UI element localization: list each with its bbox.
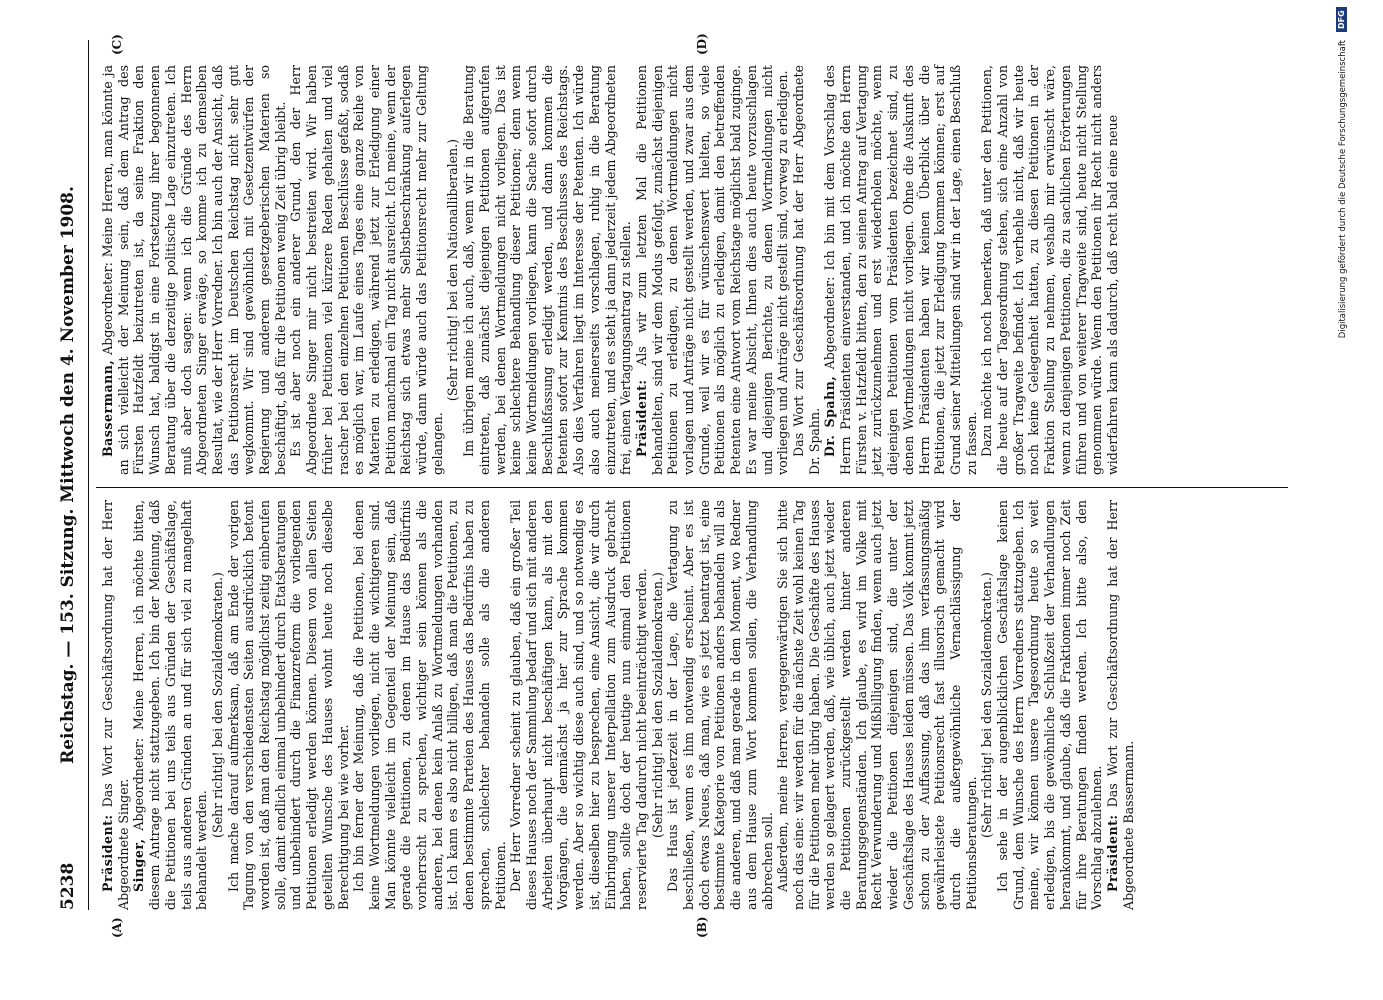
interjection: (Sehr richtig! bei den Nationalliberalen.) [445, 138, 461, 402]
speaker-name: Bassermann, [100, 359, 115, 457]
paragraph: Der Herr Vorredner scheint zu glauben, daß ein großer Teil dieses Hauses noch der Sammlung bedarf und sich mit anderen Arbeiten überhaupt nicht beschäftigen kann, als mit den Vorgängen, die demnächst ja hier zur Sprache kommen werden. Aber so wichtig diese auch sind, und so notwendig es ist, dieselben hier zu besprechen, eine Ansicht, die wir durch Einbringung unserer Interpellation zum Ausdruck gebracht haben, sollte doch der heutige nun einmal den Petitionen reservierte Tag dadurch nicht beeinträchtigt werden. [508, 500, 649, 910]
header-rule [88, 40, 89, 910]
speaker-paragraph [822, 65, 979, 475]
speaker-paragraph [1105, 500, 1136, 910]
interjection: (Sehr richtig! bei den Sozialdemokraten.) [979, 572, 995, 838]
interjection: (Sehr richtig! bei den Sozialdemokraten.) [209, 572, 225, 838]
speaker-paragraph [131, 500, 210, 910]
page-title: Reichstag. — 153. Sitzung. Mittwoch den 4. November 1908. [58, 186, 78, 764]
paragraph: Ich bin ferner der Meinung, daß die Petitionen, bei denen keine Wortmeldungen vorliegen, nicht die wichtigeren sind. Man könnte vielleicht im Gegenteil der Meinung sein, daß gerade die Petitionen, zu denen im Hause das Bedürfnis vorherrscht zu sprechen, wichtiger sein können als die anderen, bei denen kein Anlaß zu Wortmeldungen vorhanden ist. Ich kann es also nicht billigen, daß man die Petitionen, zu denen bestimmte Parteien des Hauses das Bedürfnis haben zu sprechen, schlechter behandeln solle als die anderen Petitionen. [351, 500, 508, 910]
speaker-paragraph [100, 65, 288, 475]
speech-text: Das Wort zur Geschäftsordnung hat der Herr Abgeordnete Bassermann. [1105, 500, 1136, 910]
speaker-paragraph [100, 500, 131, 910]
paragraph: Es ist aber noch ein anderer Grund, den der Herr Abgeordnete Singer mir nicht bestreiten wird. Wir haben früher bei Petitionen viel kürzere Reden gehalten und viel rascher bei den einzelnen Petitionen Beschlüsse gefaßt, sodaß es möglich war, im Laufe eines Tages eine ganze Reihe von Materien zu erledigen, während jetzt zur Erledigung einer Petition manchmal ein Tag nicht ausreicht. Ich meine, wenn der Reichstag sich etwas mehr Selbstbeschränkung auferlegen würde, dann würde auch das Petitionsrecht mehr zur Geltung gelangen. [288, 65, 445, 475]
speaker-name: Dr. Spahn, [822, 375, 838, 457]
dfg-logo: DFG [1336, 7, 1347, 32]
speaker-name: Präsident: [633, 379, 649, 457]
speech-text: Abgeordneter: Meine Herren, man könnte ja an sich vielleicht der Meinung sein, daß dem Antrag des Fürsten Hatzfeldt beizutreten ist, da seine Fraktion den Wunsch hat, baldigst in eine Fortsetzung ihrer begonnenen Beratung über die derzeitige politische Lage einzutreten. Ich muß aber doch sagen: wenn ich die Gründe des Herrn Abgeordneten Singer erwäge, so komme ich zu demselben Resultat, wie der Herr Vorredner. Ich bin auch der Ansicht, daß das Petitionsrecht im Deutschen Reichstag nicht sehr gut wegkommt. Wir sind gewöhnlich mit Gesetzentwürfen der Regierung und anderem gesetzgeberischen Materien so beschäftigt, daß für die Petitionen wenig Zeit übrig bleibt. [100, 65, 288, 475]
margin-mark-d: (D) [695, 33, 709, 55]
page-header [58, 40, 82, 910]
speaker-name: Präsident: [100, 814, 115, 892]
paragraph: Das Haus ist jederzeit in der Lage, die Vertagung zu beschließen, wenn es ihm notwendig erscheint. Aber es ist doch etwas Neues, daß man, wie es jetzt beantragt ist, eine bestimmte Kategorie von Petitionen anders behandeln will als die anderen, und daß man gerade in dem Moment, wo Redner aus dem Hause zum Wort kommen sollen, die Verhandlung abbrechen soll. [665, 500, 775, 910]
paragraph: Dazu möchte ich noch bemerken, daß unter den Petitionen, die heute auf der Tagesordnung stehen, sich eine Anzahl von großer Tragweite befindet. Ich verhehle nicht, daß wir heute noch keine Gelegenheit hatten, zu diesen Petitionen in der Fraktion Stellung zu nehmen, weshalb mir erwünscht wäre, wenn zu denjenigen Petitionen, die zu sachlichen Erörterungen führen und von weiterer Tragweite sind, heute nicht Stellung genommen würde. Wenn den Petitionen ihr Recht nicht anders widerfahren kann als dadurch, daß recht bald eine neue [979, 65, 1120, 475]
right-column [100, 65, 1121, 475]
speaker-name: Präsident: [1105, 814, 1120, 892]
margin-mark-b: (B) [695, 916, 709, 938]
interjection: (Sehr richtig! bei den Sozialdemokraten.) [649, 572, 665, 838]
paragraph: Das Wort zur Geschäftsordnung hat der Herr Abgeordnete Dr. Spahn. [790, 65, 822, 475]
paragraph: Ich mache darauf aufmerksam, daß am Ende der vorigen Tagung von den verschiedensten Seiten ausdrücklich betont worden ist, daß man den Reichstag möglichst zeitig einberufen solle, damit endlich einmal unbehindert durch Etatsberatungen und unbehindert durch die Finanzreform die vorliegenden Petitionen erledigt werden können. Diesem von allen Seiten geteilten Wunsche des Hauses wohnt heute noch dieselbe Berechtigung bei wie vorher. [225, 500, 351, 910]
page-number: 5238 [58, 862, 78, 910]
left-column [100, 500, 1136, 910]
speech-text: Als wir zum letzten Mal die Petitionen behandelten, sind wir dem Modus gefolgt, zunächst diejenigen Petitionen zu erledigen, zu denen Wortmeldungen nicht vorlagen und Anträge nicht gestellt werden, und zwar aus dem Grunde, weil wir es für wünschenswert hielten, so viele Petitionen als möglich zu erledigen, damit den betreffenden Petenten eine Antwort vom Reichstage möglichst bald zuginge. Es war meine Absicht, Ihnen dies auch heute vorzuschlagen und diejenigen Berichte, zu denen Wortmeldungen nicht vorliegen und Anträge nicht gestellt sind, vorweg zu erledigen. [633, 65, 791, 475]
paragraph: Außerdem, meine Herren, vergegenwärtigen Sie sich bitte noch das eine: wir werden für die nächste Zeit wohl keinen Tag für die Petitionen mehr übrig haben. Die Geschäfte des Hauses werden so gelagert werden, daß, wie üblich, auch jetzt wieder die Petitionen zurückgestellt werden hinter anderen Beratungsgegenständen. Ich glaube, es wird im Volke mit Recht Verwunderung und Mißbilligung finden, wenn auch jetzt wieder die Petitionen diejenigen sind, die unter der Geschäftslage des Hauses leiden müssen. Das Volk kommt jetzt schon zu der Auffassung, daß das ihm verfassungsmäßig gewährleistete Petitionsrecht fast illusorisch gemacht wird durch die außergewöhnliche Vernachlässigung der Petitionsberatungen. [775, 500, 979, 910]
paragraph: Im übrigen meine ich auch, daß, wenn wir in die Beratung eintreten, daß zunächst diejenigen Petitionen aufgerufen werden, bei denen Wortmeldungen nicht vorliegen. Das ist keine schlechtere Behandlung dieser Petitionen; denn wenn keine Wortmeldungen vorliegen, kann die Sache sofort durch Beschlußfassung erledigt werden, und dann kommen die Petenten sofort zur Kenntnis des Beschlusses des Reichstags. Also dies Verfahren liegt im Interesse der Petenten. Ich würde also auch meinerseits vorschlagen, ruhig in die Beratung einzutreten, und es steht ja dann jederzeit jedem Abgeordneten frei, einen Vertagungsantrag zu stellen. [461, 65, 634, 475]
speech-text: Das Wort zur Geschäftsordnung hat der Herr Abgeordnete Singer. [100, 500, 131, 910]
margin-mark-a: (A) [110, 917, 124, 938]
speaker-paragraph [634, 65, 791, 475]
margin-mark-c: (C) [110, 34, 124, 55]
speech-text: Abgeordneter: Meine Herren, ich möchte bitten, diesem Antrage nicht stattzugeben. Ich bin der Meinung, daß die Petitionen bei uns teils aus Gründen der Geschäftslage, teils aus anderen Gründen an und für sich viel zu mangelhaft behandelt werden. [131, 500, 210, 910]
digitization-credit: Digitalisierung gefördert durch die Deutsche Forschungsgemeinschaft [1338, 40, 1348, 339]
paragraph: Ich sehe in der augenblicklichen Geschäftslage keinen Grund, dem Wunsche des Herrn Vorredners stattzugeben. Ich meine, wir können unsere Tagesordnung heute so weit erledigen, bis die gewöhnliche Schlußzeit der Verhandlungen herankommt, und glaube, daß die Fraktionen immer noch Zeit für ihre Beratungen finden werden. Ich bitte also, den Vorschlag abzulehnen. [995, 500, 1105, 910]
column-divider [96, 487, 1288, 488]
speaker-name: Singer, [131, 838, 147, 892]
speech-text: Abgeordneter: Ich bin mit dem Vorschlag des Herrn Präsidenten einverstanden, und ich möchte den Herrn Fürsten v. Hatzfeldt bitten, den zu seinen Antrag auf Vertagung jetzt zurückzunehmen und erst wiederholen möchte, wenn diejenigen Petitionen vom Präsidenten bezeichnet sind, zu denen Wortmeldungen nicht vorliegen. Ohne die Auskunft des Herrn Präsidenten haben wir keinen Überblick über die Petitionen, die jetzt zur Erledigung kommen können; erst auf Grund seiner Mitteilungen sind wir in der Lage, einen Beschluß zu fassen. [822, 65, 979, 475]
